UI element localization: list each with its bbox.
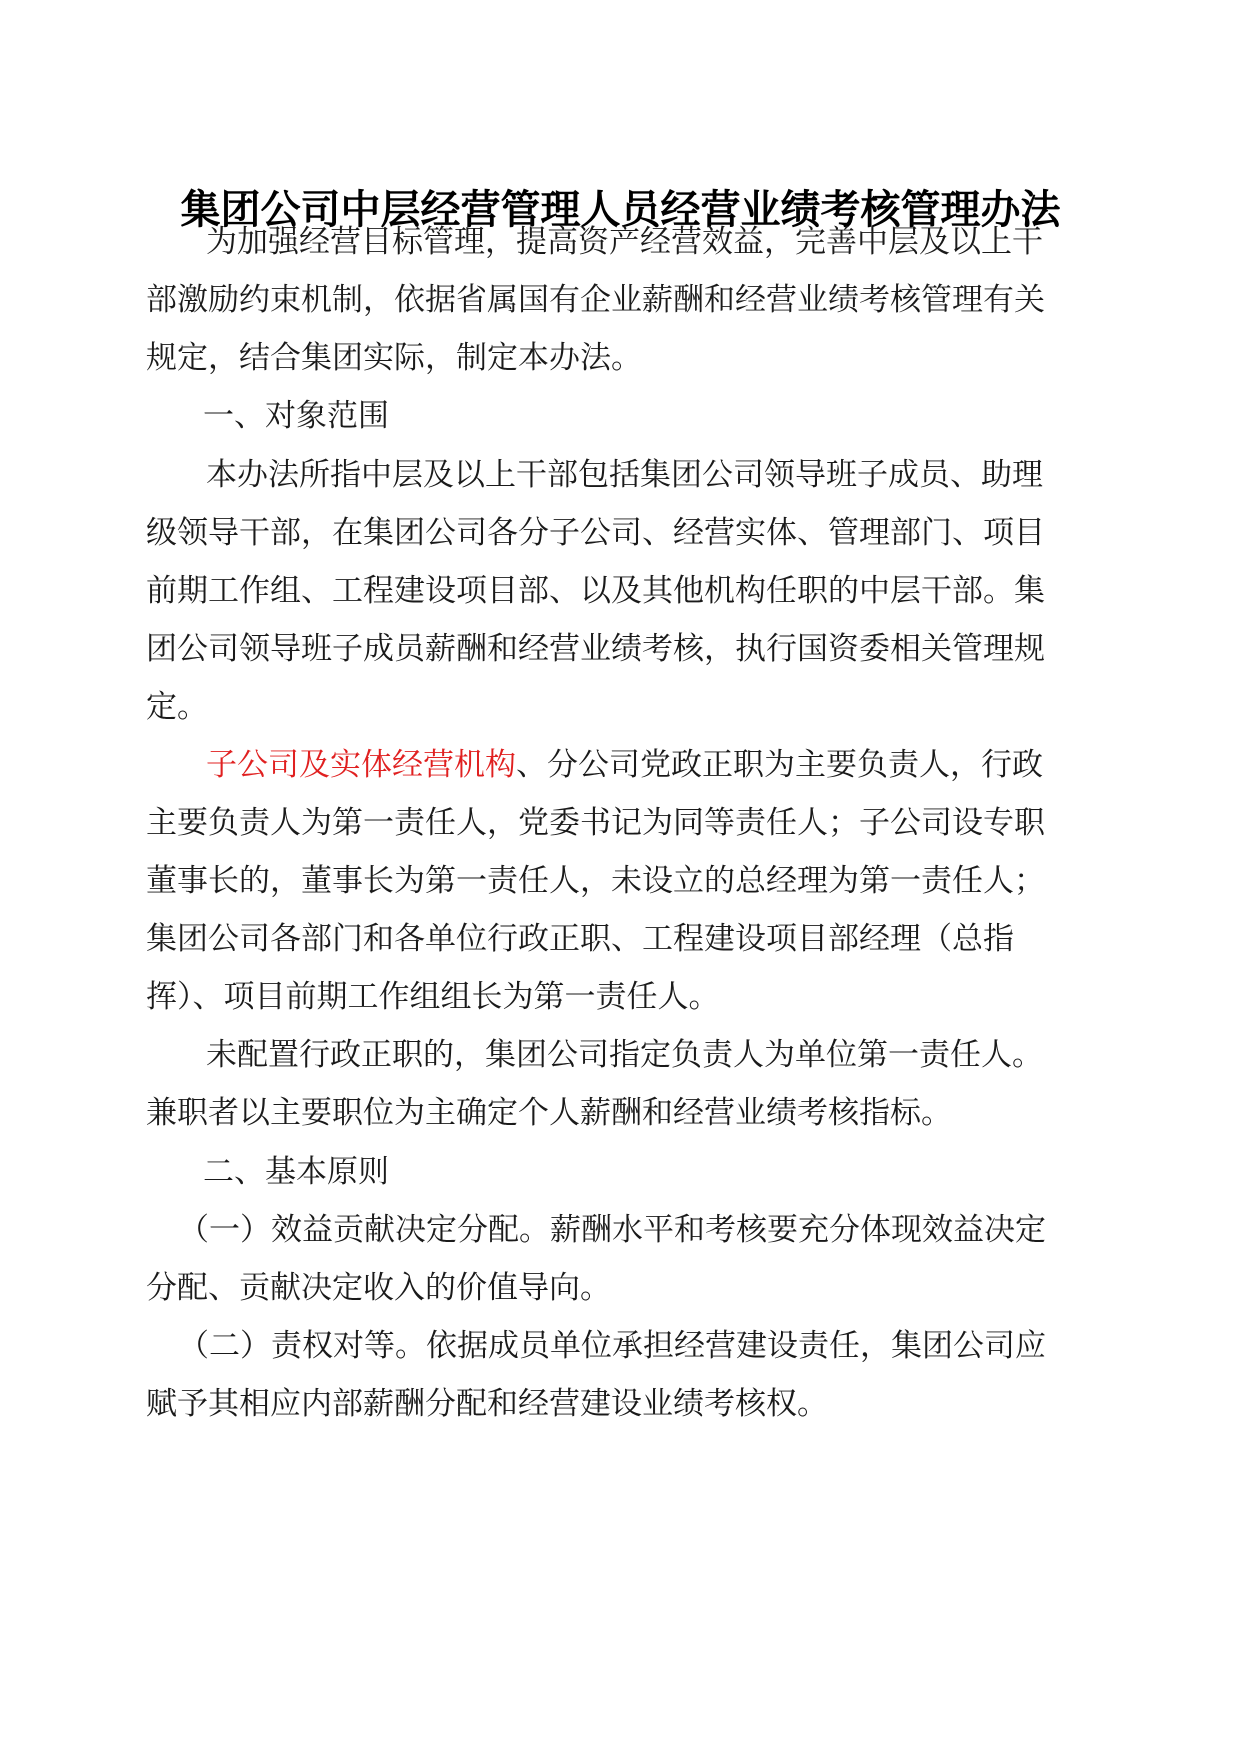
paragraph-line: （一）效益贡献决定分配。薪酬水平和考核要充分体现效益决定 (178, 1212, 1046, 1248)
paragraph-line: 主要负责人为第一责任人，党委书记为同等责任人；子公司设专职 (146, 805, 1045, 841)
paragraph-line: 为加强经营目标管理，提高资产经营效益，完善中层及以上干 (206, 224, 1043, 260)
paragraph-text: 、分公司党政正职为主要负责人，行政 (516, 747, 1043, 783)
paragraph-line: 赋予其相应内部薪酬分配和经营建设业绩考核权。 (146, 1386, 828, 1422)
paragraph-line: 本办法所指中层及以上干部包括集团公司领导班子成员、助理 (206, 457, 1043, 493)
paragraph-line: 兼职者以主要职位为主确定个人薪酬和经营业绩考核指标。 (146, 1095, 952, 1131)
paragraph-line: （二）责权对等。依据成员单位承担经营建设责任，集团公司应 (178, 1328, 1046, 1364)
paragraph-line: 前期工作组、工程建设项目部、以及其他机构任职的中层干部。集 (146, 573, 1045, 609)
paragraph-line: 挥）、项目前期工作组组长为第一责任人。 (146, 979, 720, 1015)
paragraph-line: 级领导干部，在集团公司各分子公司、经营实体、管理部门、项目 (146, 515, 1045, 551)
paragraph-line: 未配置行政正职的，集团公司指定负责人为单位第一责任人。 (206, 1037, 1043, 1073)
highlighted-text: 子公司及实体经营机构 (206, 747, 516, 783)
paragraph-line (206, 745, 1043, 785)
section-heading: 一、对象范围 (203, 398, 389, 434)
paragraph-line: 规定，结合集团实际，制定本办法。 (146, 340, 642, 376)
paragraph-line: 团公司领导班子成员薪酬和经营业绩考核，执行国资委相关管理规 (146, 631, 1045, 667)
paragraph-line: 集团公司各部门和各单位行政正职、工程建设项目部经理（总指 (146, 921, 1014, 957)
paragraph-line: 分配、贡献决定收入的价值导向。 (146, 1270, 611, 1306)
section-heading: 二、基本原则 (203, 1154, 389, 1190)
document-title: 集团公司中层经营管理人员经营业绩考核管理办法 (180, 186, 1061, 233)
paragraph-line: 定。 (146, 689, 208, 725)
paragraph-line: 部激励约束机制，依据省属国有企业薪酬和经营业绩考核管理有关 (146, 282, 1045, 318)
paragraph-line: 董事长的，董事长为第一责任人，未设立的总经理为第一责任人； (146, 863, 1045, 899)
